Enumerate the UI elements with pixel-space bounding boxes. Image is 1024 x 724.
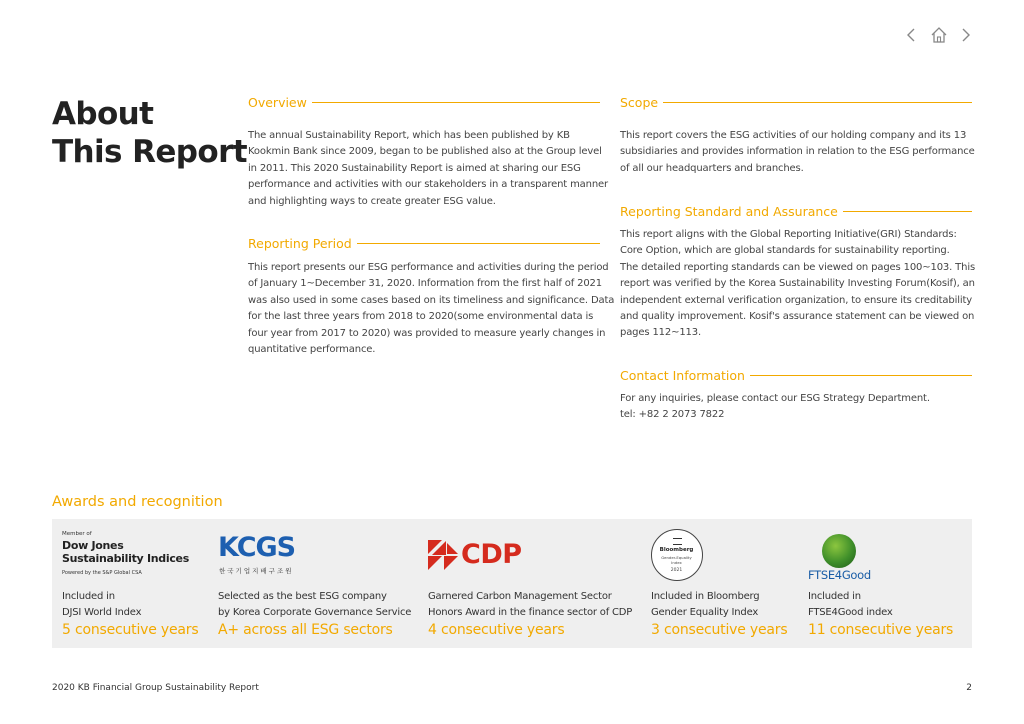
awards-panel — [52, 519, 972, 648]
djsi-logo-powered: Powered by the S&P Global CSA — [62, 570, 142, 576]
text-line: For any inquiries, please contact our ESG Strategy Department. — [620, 393, 930, 404]
prev-page-button[interactable] — [905, 26, 917, 44]
award-highlight: 5 consecutive years — [62, 622, 199, 638]
desc-line: Selected as the best ESG company — [218, 591, 387, 602]
page-number: 2 — [966, 683, 972, 693]
kcgs-logo-korean: 한국기업지배구조원 — [219, 567, 294, 575]
desc-line: Honors Award in the finance sector of CDP — [428, 607, 633, 618]
contact-text — [620, 391, 930, 424]
heading-rule — [843, 211, 972, 212]
scope-heading-text: Scope — [620, 95, 659, 110]
text-line: This report covers the ESG activities of our holding company and its 13 — [620, 130, 967, 141]
contact-heading — [620, 368, 972, 383]
award-description — [808, 589, 893, 621]
reporting-standard-heading-text: Reporting Standard and Assurance — [620, 204, 838, 219]
text-line: four year from 2017 to 2020) was provided to measure yearly changes in — [248, 327, 606, 339]
reporting-period-heading-text: Reporting Period — [248, 236, 352, 251]
award-highlight: 3 consecutive years — [651, 622, 788, 638]
text-line: pages 112~113. — [620, 327, 701, 339]
award-description — [218, 589, 411, 621]
home-button[interactable] — [930, 26, 948, 44]
text-line: This report presents our ESG performance and activities during the period — [248, 262, 609, 273]
djsi-logo-indices: Sustainability Indices — [62, 552, 189, 565]
awards-title: Awards and recognition — [52, 494, 223, 510]
text-line: and quality improvement. Kosif's assurance statement can be viewed on — [620, 311, 975, 323]
desc-line: Included in — [808, 591, 861, 602]
ftse4good-logo-text: FTSE4Good — [808, 568, 871, 582]
desc-line: Included in Bloomberg — [651, 591, 760, 602]
desc-line: DJSI World Index — [62, 607, 142, 618]
djsi-logo-name: Dow Jones — [62, 539, 124, 552]
desc-line: by Korea Corporate Governance Service — [218, 607, 412, 618]
award-description — [62, 589, 141, 621]
text-line: This report aligns with the Global Reporting Initiative(GRI) Standards: — [620, 229, 957, 240]
scope-heading — [620, 95, 972, 110]
page-title — [52, 95, 247, 171]
reporting-standard-heading — [620, 204, 972, 219]
page-title-line: About — [52, 96, 154, 132]
reporting-period-text — [248, 260, 614, 358]
text-line: quantitative performance. — [248, 344, 376, 356]
next-page-button[interactable] — [960, 26, 972, 44]
text-line: independent external verification organization, to ensure its creditability — [620, 294, 973, 306]
award-highlight: A+ across all ESG sectors — [218, 622, 393, 638]
desc-line: Included in — [62, 591, 115, 602]
overview-text — [248, 128, 608, 210]
text-line: performance and activities with our stakeholders in a transparent manner — [248, 179, 608, 191]
text-line: The detailed reporting standards can be viewed on pages 100~103. This — [620, 261, 976, 273]
text-line: and highlighting ways to create greater ESG value. — [248, 195, 496, 207]
reporting-standard-text — [620, 227, 975, 342]
bloomberg-badge-year: 2021 — [670, 568, 683, 573]
contact-heading-text: Contact Information — [620, 368, 745, 383]
cdp-logo-text: CDP — [461, 539, 522, 570]
text-line: tel: +82 2 2073 7822 — [620, 409, 725, 421]
heading-rule — [312, 102, 600, 103]
home-icon — [930, 26, 948, 44]
bloomberg-badge-name: Bloomberg — [659, 547, 694, 553]
page-title-line: This Report — [52, 134, 247, 170]
bloomberg-gei-badge — [651, 529, 703, 581]
text-line: subsidiaries and provides information in relation to the ESG performance — [620, 146, 975, 158]
djsi-logo-member: Member of — [62, 531, 92, 537]
desc-line: Garnered Carbon Management Sector — [428, 591, 612, 602]
chevron-left-icon — [905, 27, 917, 43]
text-line: Kookmin Bank since 2009, began to be published also at the Group level — [248, 146, 602, 158]
award-highlight: 4 consecutive years — [428, 622, 565, 638]
desc-line: Gender Equality Index — [651, 607, 759, 618]
globe-icon — [822, 534, 856, 568]
scope-text — [620, 128, 975, 177]
text-line: report was verified by the Korea Sustainability Investing Forum(Kosif), an — [620, 278, 975, 290]
footer-report-title: 2020 KB Financial Group Sustainability Report — [52, 683, 259, 693]
text-line: of all our headquarters and branches. — [620, 162, 804, 174]
award-highlight: 11 consecutive years — [808, 622, 954, 638]
heading-rule — [357, 243, 600, 244]
overview-heading — [248, 95, 600, 110]
cdp-mark-icon — [428, 540, 458, 570]
text-line: for the last three years from 2018 to 2020(some environmental data is — [248, 311, 594, 323]
text-line: The annual Sustainability Report, which has been published by KB — [248, 130, 570, 141]
text-line: of January 1~December 31, 2020. Information from the first half of 2021 — [248, 278, 602, 290]
award-description — [428, 589, 632, 621]
reporting-period-heading — [248, 236, 600, 251]
text-line: Core Option, which are global standards for sustainability reporting. — [620, 245, 950, 257]
desc-line: FTSE4Good index — [808, 607, 893, 618]
equal-sign-icon — [673, 538, 682, 545]
heading-rule — [750, 375, 972, 376]
kcgs-logo-text: KCGS — [218, 532, 296, 563]
text-line: in 2011. This 2020 Sustainability Report is aimed at sharing our ESG — [248, 162, 581, 174]
bloomberg-badge-line: Index — [671, 560, 682, 565]
text-line: was also used in some cases based on its timeliness and significance. Data — [248, 294, 615, 306]
chevron-right-icon — [960, 27, 972, 43]
bloomberg-badge-line: Gender-Equality — [661, 555, 692, 560]
award-description — [651, 589, 759, 621]
overview-heading-text: Overview — [248, 95, 307, 110]
heading-rule — [663, 102, 972, 103]
